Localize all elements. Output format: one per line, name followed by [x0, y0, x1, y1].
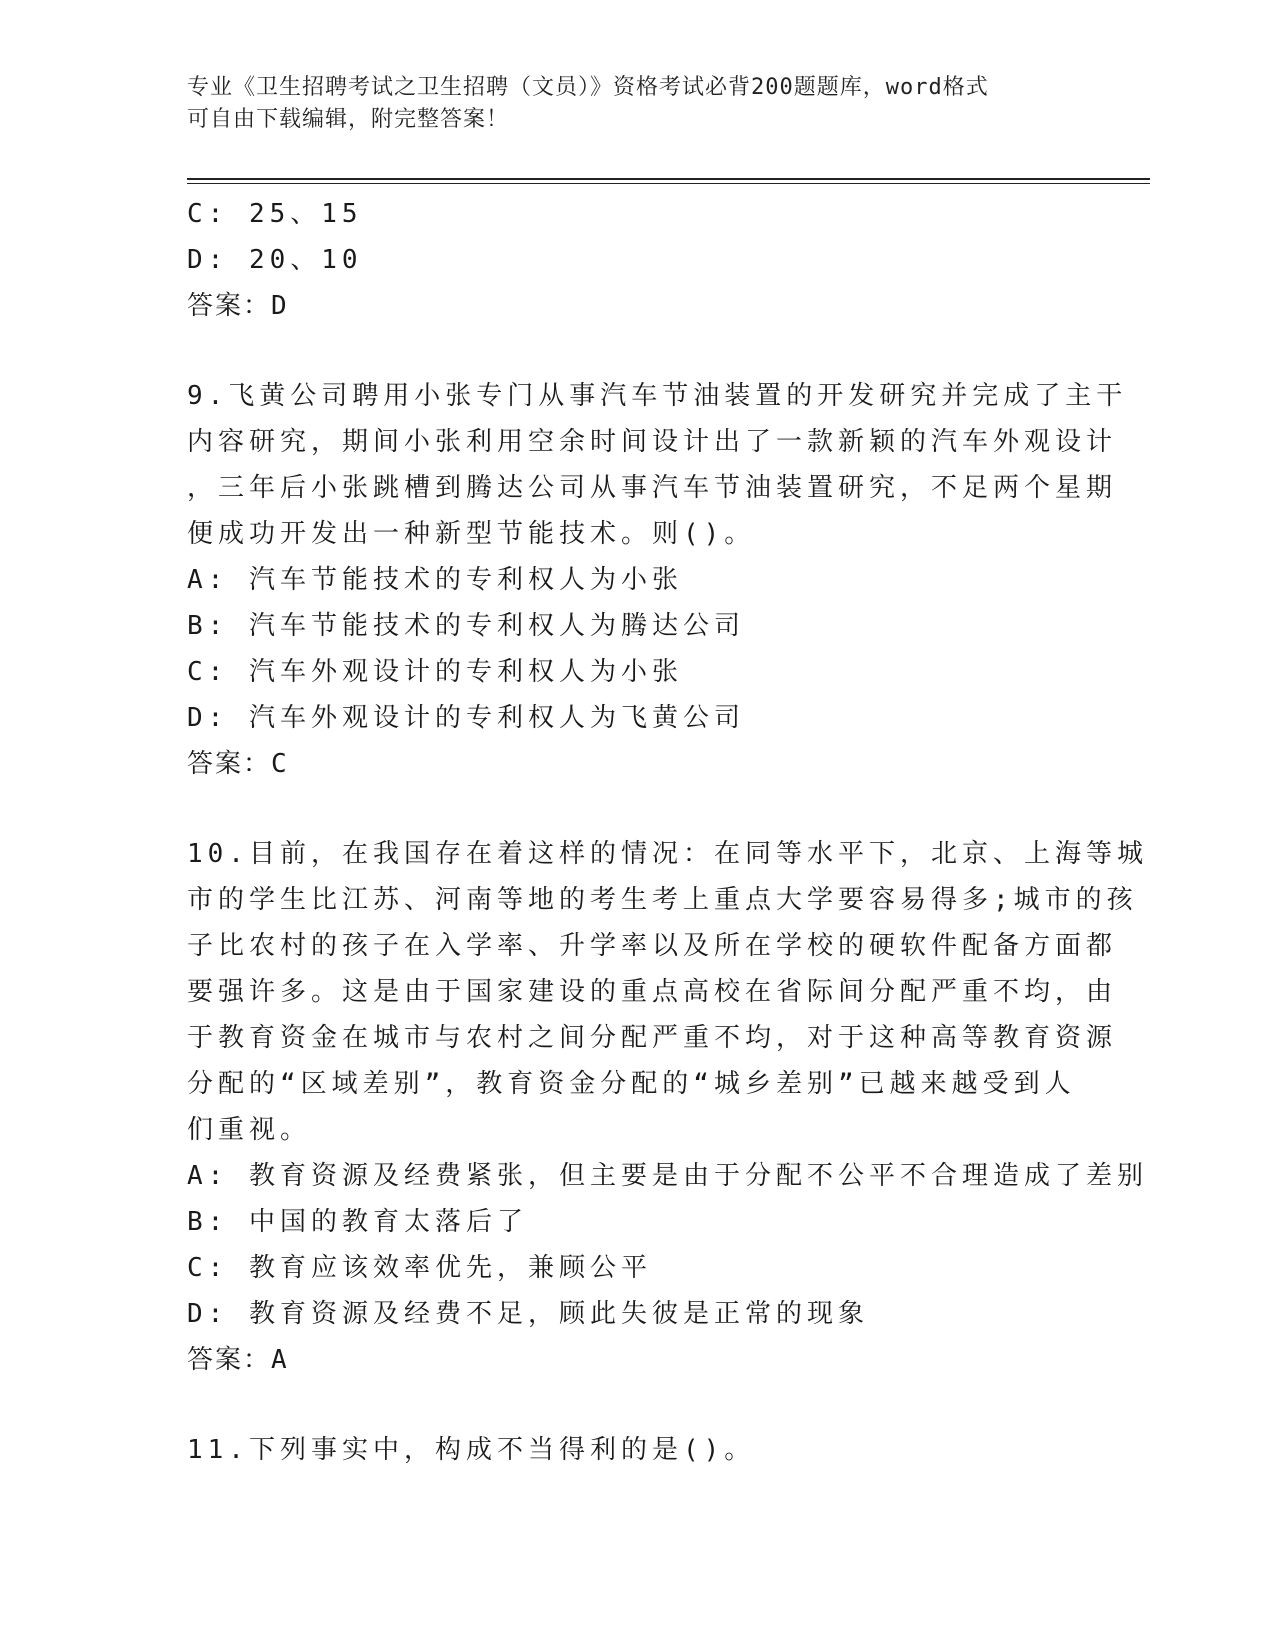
question-text-line: ，三年后小张跳槽到腾达公司从事汽车节油装置研究，不足两个星期 [187, 473, 1118, 503]
spacer [187, 329, 1087, 373]
question-text-line: 便成功开发出一种新型节能技术。则()。 [187, 519, 756, 549]
question-text-line: 分配的“区域差别”，教育资金分配的“城乡差别”已越来越受到人 [187, 1069, 1076, 1099]
option-b: B: 汽车节能技术的专利权人为腾达公司 [187, 611, 745, 641]
option-d: D: 20、10 [187, 245, 363, 275]
question-text-line: 要强许多。这是由于国家建设的重点高校在省际间分配严重不均，由 [187, 977, 1118, 1007]
question-text-line: 市的学生比江苏、河南等地的考生考上重点大学要容易得多;城市的孩 [187, 885, 1138, 915]
question-text-line: 们重视。 [187, 1115, 312, 1145]
question-11 [187, 1427, 1087, 1473]
option-a: A: 教育资源及经费紧张，但主要是由于分配不公平不合理造成了差别 [187, 1161, 1148, 1191]
option-d: D: 教育资源及经费不足，顾此失彼是正常的现象 [187, 1299, 869, 1329]
header-rule-thin [187, 183, 1150, 184]
option-c: C: 教育应该效率优先，兼顾公平 [187, 1253, 652, 1283]
question-8-tail [187, 191, 1087, 329]
question-text-line: 11.下列事实中，构成不当得利的是()。 [187, 1435, 756, 1465]
answer-line: 答案：C [187, 749, 289, 779]
document-header [187, 72, 1067, 136]
question-text-line: 9.飞黄公司聘用小张专门从事汽车节油装置的开发研究并完成了主干 [187, 381, 1128, 411]
option-d: D: 汽车外观设计的专利权人为飞黄公司 [187, 703, 745, 733]
option-b: B: 中国的教育太落后了 [187, 1207, 528, 1237]
question-text-line: 于教育资金在城市与农村之间分配严重不均，对于这种高等教育资源 [187, 1023, 1118, 1053]
option-c: C: 25、15 [187, 199, 363, 229]
question-10 [187, 831, 1148, 1383]
answer-line: 答案：D [187, 291, 289, 321]
header-rule-thick [187, 178, 1150, 180]
spacer [187, 787, 1087, 831]
question-text-line: 10.目前，在我国存在着这样的情况：在同等水平下，北京、上海等城 [187, 839, 1148, 869]
spacer [187, 1383, 1087, 1427]
document-body [187, 191, 1148, 1473]
question-text-line: 内容研究，期间小张利用空余时间设计出了一款新颖的汽车外观设计 [187, 427, 1118, 457]
question-text-line: 子比农村的孩子在入学率、升学率以及所在学校的硬软件配备方面都 [187, 931, 1118, 961]
header-line-2: 可自由下载编辑，附完整答案！ [187, 107, 510, 132]
option-a: A: 汽车节能技术的专利权人为小张 [187, 565, 683, 595]
answer-line: 答案：A [187, 1345, 289, 1375]
question-9 [187, 373, 1128, 787]
header-line-1: 专业《卫生招聘考试之卫生招聘（文员）》资格考试必背200题题库，word格式 [187, 75, 989, 100]
option-c: C: 汽车外观设计的专利权人为小张 [187, 657, 683, 687]
